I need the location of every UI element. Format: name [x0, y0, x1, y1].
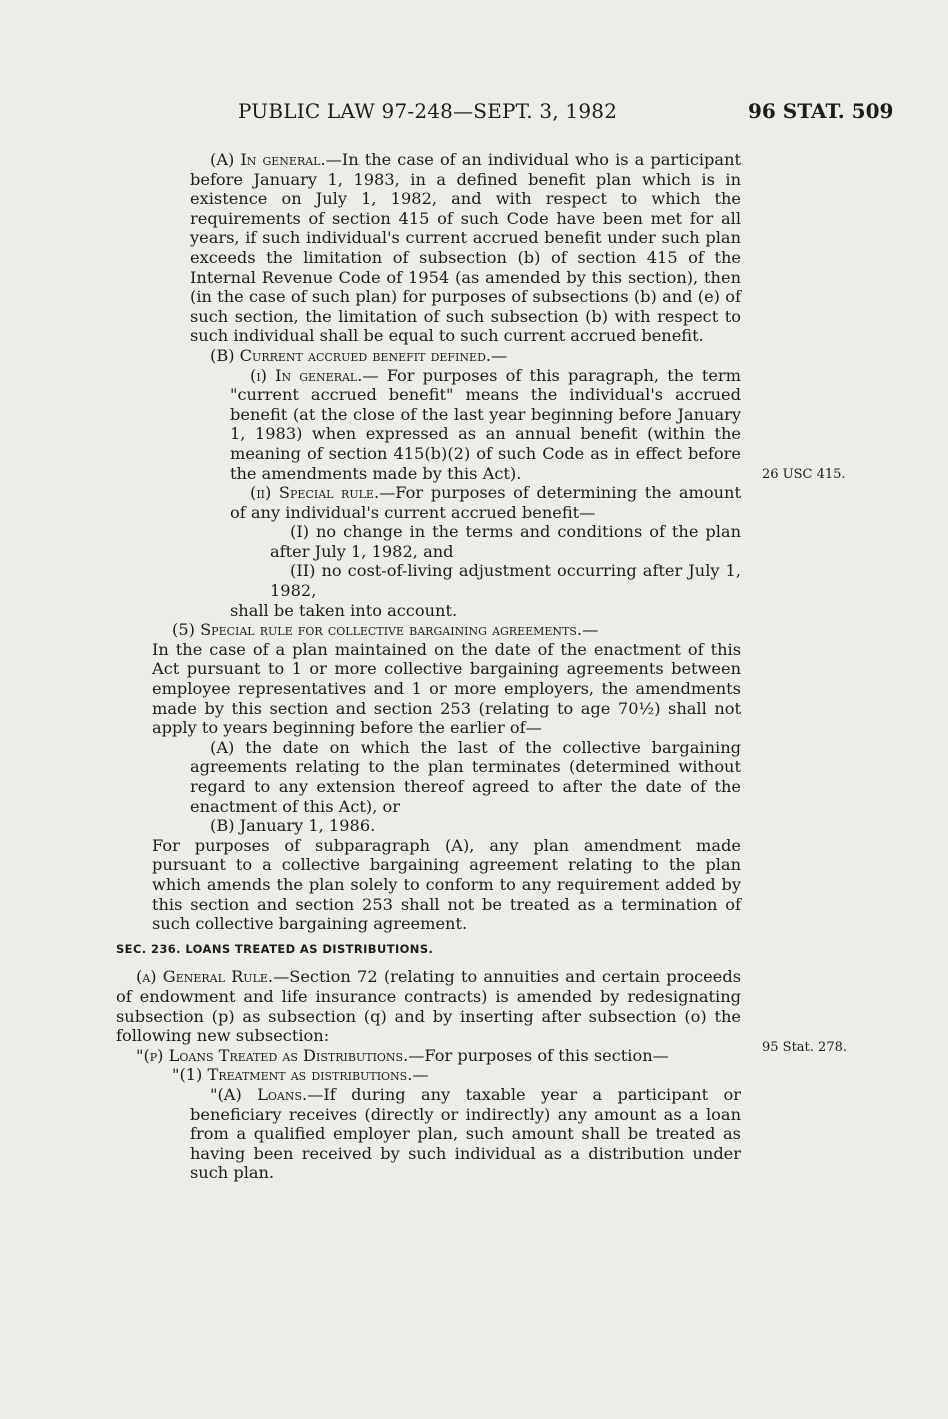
paragraph-b-ii-I: (I) no change in the terms and conditions of the plan after July 1, 1982, and	[270, 522, 741, 561]
paragraph-heading: (A) In general.	[210, 150, 326, 169]
paragraph-p1-heading	[116, 1065, 741, 1085]
paragraph-text: — For purposes of this paragraph, the term "current accrued benefit" means the individual's accrued benefit (at the close of the last year beginning before January 1, 1983) when expressed as an annual benefit (within the meaning of section 415(b)(2) of such Code as in effect before the amendments made by this Act).	[230, 365, 741, 483]
page-stat-number: 96 STAT. 509	[748, 99, 894, 123]
paragraph-heading: (5) Special rule for collective bargaining agreements.—	[172, 620, 599, 640]
margin-note-stat: 95 Stat. 278.	[762, 1040, 847, 1055]
paragraph-5-B: (B) January 1, 1986.	[210, 816, 376, 836]
paragraph-b-i	[116, 366, 741, 484]
paragraph-b-ii-tail: shall be taken into account.	[230, 600, 458, 620]
paragraph-heading: "(p) Loans Treated as Distributions.	[136, 1045, 409, 1065]
paragraph-5-tail: For purposes of subparagraph (A), any plan amendment made pursuant to a collective bargaining agreement relating to the plan which amends the plan solely to conform to any requirement added by this section and section 253 shall not be treated as a termination of such collective bargaining agreement.	[152, 835, 741, 934]
paragraph-a-in-general	[116, 150, 741, 346]
paragraph-text: —If during any taxable year a participant or beneficiary receives (directly or indirectly) any amount as a loan from a qualified employer plan, such amount shall be treated as having been received by such individual as a distribution under such plan.	[190, 1084, 741, 1183]
paragraph-heading: (i) In general.	[250, 365, 363, 385]
section-heading: SEC. 236. LOANS TREATED AS DISTRIBUTIONS.	[116, 941, 434, 956]
paragraph-b-ii	[116, 483, 741, 522]
paragraph-text: —Section 72 (relating to annuities and certain proceeds of endowment and life insurance contracts) is amended by redesignating subsection (p) as subsection (q) and by inserting after subsection (o) the following new subsection:	[116, 967, 741, 1046]
paragraph-5-heading	[116, 620, 741, 640]
document-body	[116, 150, 741, 1183]
paragraph-text: —For purposes of this section—	[408, 1045, 669, 1065]
paragraph-5-body: In the case of a plan maintained on the date of the enactment of this Act pursuant to 1 or more collective bargaining agreements between employee representatives and 1 or more employers, the amendments made by this section and section 253 (relating to age 70½) shall not apply to years beginning before the earlier of—	[152, 639, 741, 738]
running-header-title: PUBLIC LAW 97-248—SEPT. 3, 1982	[238, 99, 618, 123]
paragraph-heading: "(A) Loans.	[210, 1084, 308, 1104]
paragraph-heading: (a) General Rule.	[136, 967, 274, 987]
paragraph-heading: (ii) Special rule.	[250, 483, 380, 503]
paragraph-p1-A	[116, 1085, 741, 1183]
paragraph-heading: (B) Current accrued benefit defined.—	[210, 345, 508, 365]
paragraph-5-A: (A) the date on which the last of the collective bargaining agreements relating to the plan terminates (determined without regard to any extension thereof agreed to after the date of the enactment of this Act), or	[190, 737, 741, 816]
paragraph-b-heading	[116, 346, 741, 366]
margin-note-usc: 26 USC 415.	[762, 467, 846, 482]
paragraph-text: —For purposes of determining the amount of any individual's current accrued benefit—	[230, 483, 741, 522]
paragraph-a-general-rule	[116, 967, 741, 1045]
paragraph-b-ii-II: (II) no cost-of-living adjustment occurring after July 1, 1982,	[270, 561, 741, 601]
paragraph-p-loans	[116, 1046, 741, 1066]
paragraph-text: —In the case of an individual who is a participant before January 1, 1983, in a defined benefit plan which is in existence on July 1, 1982, and with respect to which the requirements of section 415 of such Code have been met for all years, if such individual's current accrued benefit under such plan exceeds the limitation of subsection (b) of section 415 of the Internal Revenue Code of 1954 (as amended by this section), then (in the case of such plan) for purposes of subsections (b) and (e) of such section, the limitation of such subsection (b) with respect to such individual shall be equal to such current accrued benefit.	[190, 150, 742, 346]
paragraph-heading: "(1) Treatment as distributions.—	[172, 1065, 429, 1085]
